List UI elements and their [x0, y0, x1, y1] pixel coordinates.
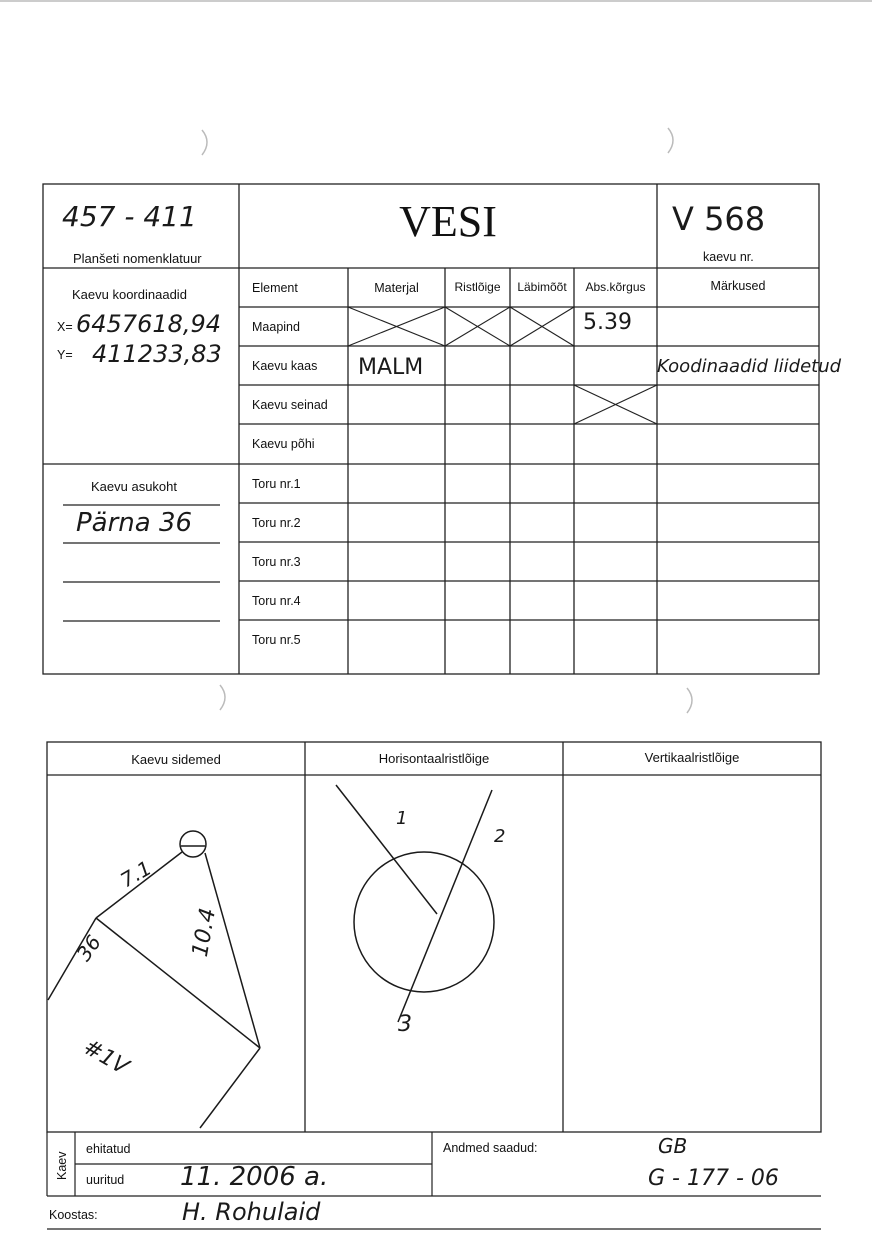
row-element: Toru nr.4 — [252, 594, 301, 608]
andmed-label: Andmed saadud: — [443, 1141, 538, 1155]
row-element: Kaevu kaas — [252, 359, 318, 373]
uuritud-value: 11. 2006 a. — [180, 1162, 329, 1192]
row-element: Maapind — [252, 320, 300, 334]
col-markused: Märkused — [710, 279, 766, 293]
y-prefix: Y= — [57, 348, 73, 362]
row-element: Toru nr.5 — [252, 633, 301, 647]
coords-label: Kaevu koordinaadid — [72, 287, 187, 302]
andmed-value: G - 177 - 06 — [648, 1166, 779, 1191]
col-materjal: Materjal — [374, 281, 419, 295]
well-no-value: V 568 — [672, 200, 766, 238]
sketch-label: #1V — [78, 1034, 133, 1081]
row-element: Toru nr.1 — [252, 477, 301, 491]
row-element: Toru nr.2 — [252, 516, 301, 530]
sketch-label: 10.4 — [187, 906, 222, 959]
koostas-label: Koostas: — [49, 1208, 98, 1222]
location-value: Pärna 36 — [76, 508, 193, 538]
uuritud-label: uuritud — [86, 1173, 125, 1187]
x-prefix: X= — [57, 320, 73, 334]
page-title: VESI — [399, 197, 497, 246]
x-value: 6457618,94 — [76, 310, 222, 338]
plansheet-label: Planšeti nomenklatuur — [73, 251, 202, 266]
col-abs: Abs.kõrgus — [585, 280, 646, 294]
sketch-label: 36 — [71, 930, 106, 966]
col-element: Element — [252, 281, 298, 295]
pipe-label: 3 — [398, 1012, 412, 1037]
pipe-label: 2 — [494, 826, 506, 847]
row-element: Toru nr.3 — [252, 555, 301, 569]
kaas-materjal: MALM — [358, 355, 424, 380]
col-labimoot: Läbimõõt — [517, 280, 567, 294]
koostas-value: H. Rohulaid — [182, 1198, 321, 1226]
pipe-label: 1 — [396, 808, 408, 829]
sketch-label: 7.1 — [116, 855, 156, 893]
kaev-label: Kaev — [55, 1151, 69, 1180]
maapind-abs: 5.39 — [583, 310, 632, 335]
ehitatud-label: ehitatud — [86, 1142, 131, 1156]
col-sidemed: Kaevu sidemed — [131, 752, 221, 767]
row-element: Kaevu seinad — [252, 398, 328, 412]
location-label: Kaevu asukoht — [91, 479, 178, 494]
y-value: 411233,83 — [92, 340, 222, 368]
col-horisontaal: Horisontaalristlõige — [378, 751, 490, 766]
horisontaal-sketch — [336, 785, 494, 1022]
row-element: Kaevu põhi — [252, 437, 315, 451]
andmed-value: GB — [658, 1134, 688, 1158]
kaas-markused: Koodinaadid liidetud — [657, 356, 842, 377]
well-no-label: kaevu nr. — [703, 250, 754, 264]
plansheet-value: 457 - 411 — [62, 200, 197, 233]
col-vertikaal: Vertikaalristlõige — [644, 750, 740, 765]
col-ristloige: Ristlõige — [454, 280, 501, 294]
